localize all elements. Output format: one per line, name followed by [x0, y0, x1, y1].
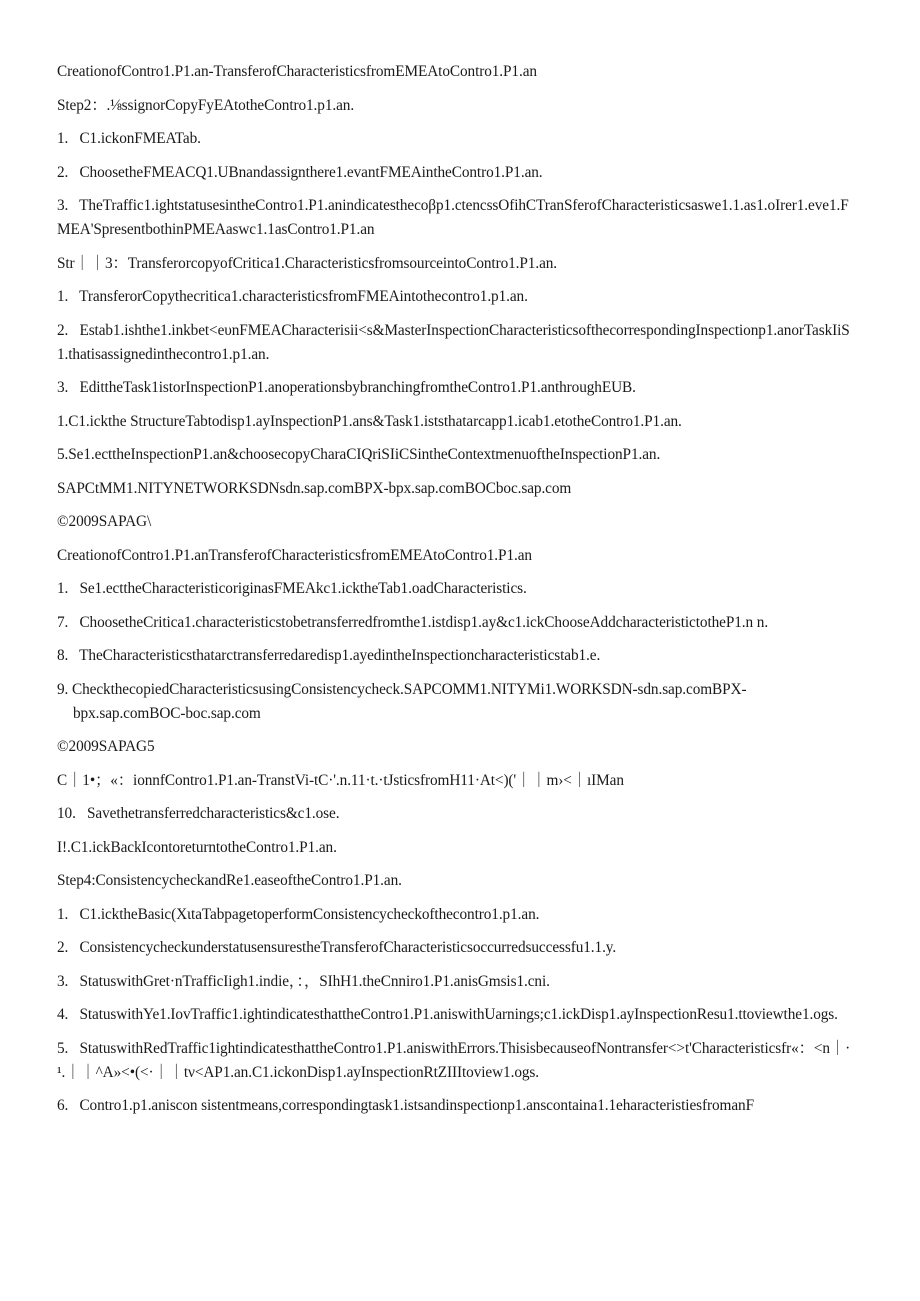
- copyright: ©2009SAPAG\: [57, 513, 152, 530]
- list-item: 2. ConsistencycheckunderstatusensurestheTransferofCharacteristicsoccurredsuccessfu1.1.y.: [57, 939, 617, 956]
- page-heading: CreationofContro1.P1.an-TransferofCharacteristicsfromEMEAtoContro1.P1.an: [57, 63, 537, 80]
- step-heading: Str｜｜3：TransferorcopyofCritica1.CharacteristicsfromsourceintoContro1.P1.an.: [57, 254, 558, 272]
- list-item: I!.C1.ickBackIcontoreturntotheContro1.P1.an.: [57, 838, 337, 856]
- step-heading: Step2：.⅛ssignorCopyFyEAtotheContro1.p1.an.: [57, 96, 355, 114]
- list-item: 6. Contro1.p1.aniscon sistentmeans,correspondingtask1.istsandinspectionp1.anscontaina1.1eharacteristiesfromanF: [57, 1097, 754, 1114]
- list-item: 1. Se1.ecttheCharacteristicoriginasFMEAkc1.icktheTab1.oadCharacteristics.: [57, 580, 527, 597]
- list-item: 1.C1.ickthe StructureTabtodisp1.ayInspectionP1.ans&Task1.iststhatarcapp1.icab1.etotheContro1.P1.an.: [57, 412, 682, 430]
- page-heading: C｜1•；«：ionnfContro1.P1.an-TranstVi-tC·'.n.11·t.·tJsticsfromH11·At<)('｜｜m›<｜ıIMan: [57, 771, 624, 789]
- list-item: 1. C1.ickonFMEATab.: [57, 130, 201, 147]
- list-item: 4. StatuswithYe1.IovTraffic1.ightindicatesthattheContro1.P1.aniswithUarnings;c1.ickDisp1.ayInspectionResu1.ttoviewthe1.ogs.: [57, 1006, 838, 1023]
- list-item-continuation: bpx.sap.comBOC-boc.sap.com: [73, 704, 261, 722]
- list-item: 9. CheckthecopiedCharacteristicsusingConsistencycheck.SAPCOMM1.NITYMi1.WORKSDN-sdn.sap.comBPX-: [57, 680, 747, 698]
- list-item: 2. Estab1.ishthe1.inkbet<eυnFMEACharacterisii<s&MasterInspectionCharacteristicsofthecorrespondingInspectionp1.anorTaskIiS1.thatisassignedinthecontro1.p1.an.: [57, 321, 850, 363]
- document-page: [57, 60, 852, 1118]
- list-item: 1. C1.icktheBasic(XιtaTabpagetoperformConsistencycheckofthecontro1.p1.an.: [57, 905, 540, 923]
- list-item: 2. ChoosetheFMEACQ1.UBnandassignthere1.evantFMEAintheContro1.P1.an.: [57, 163, 543, 181]
- step-heading: Step4:ConsistencycheckandRe1.easeoftheContro1.P1.an.: [57, 872, 402, 889]
- list-item: 5.Se1.ecttheInspectionP1.an&choosecopyCharaCIQriSIiCSintheContextmenuoftheInspectionP1.an.: [57, 446, 661, 463]
- list-item: 7. ChoosetheCritica1.characteristicstobetransferredfromthe1.istdisp1.ay&c1.ickChooseAddcharacteristictotheP1.n n.: [57, 613, 769, 631]
- list-item: 1. TransferorCopythecritica1.characteristicsfromFMEAintothecontro1.p1.an.: [57, 288, 528, 305]
- list-item: 3. TheTraffic1.ightstatusesintheContro1.P1.anindicatesthecoβp1.ctencssOfihCTranSferofCharacteristicsaswe1.1.as1.oIrer1.eve1.FMEA'SpresentbothinPMEAaswc1.1asContro1.P1.an: [57, 197, 849, 238]
- list-item: 5. StatuswithRedTraffic1ightindicatesthattheContro1.P1.aniswithErrors.ThisisbecauseofNontransfer<>t'Characteristicsfr«：<n｜·¹.｜｜^A»<•(<·｜｜tν<AP1.an.C1.ickonDisp1.ayInspectionRtZIIItoview1.ogs.: [57, 1039, 851, 1081]
- list-item: 8. TheCharacteristicsthatarctransferredaredisp1.ayedintheInspectioncharacteristicstab1.e.: [57, 647, 601, 664]
- list-item: 10. Savethetransferredcharacteristics&c1.ose.: [57, 805, 340, 822]
- list-item: 3. StatuswithGret·nTrafficIigh1.indie，：，SIhH1.theCnniro1.P1.anisGmsis1.cni.: [57, 972, 550, 990]
- page-heading: CreationofContro1.P1.anTransferofCharacteristicsfromEMEAtoContro1.P1.an: [57, 546, 532, 564]
- copyright: ©2009SAPAG5: [57, 738, 155, 755]
- footer-links: SAPCtMM1.NITYNETWORKSDNsdn.sap.comBPX-bpx.sap.comBOCboc.sap.com: [57, 479, 572, 497]
- list-item: 3. EdittheTask1istorInspectionP1.anoperationsbybranchingfromtheContro1.P1.anthroughEUB.: [57, 379, 636, 396]
